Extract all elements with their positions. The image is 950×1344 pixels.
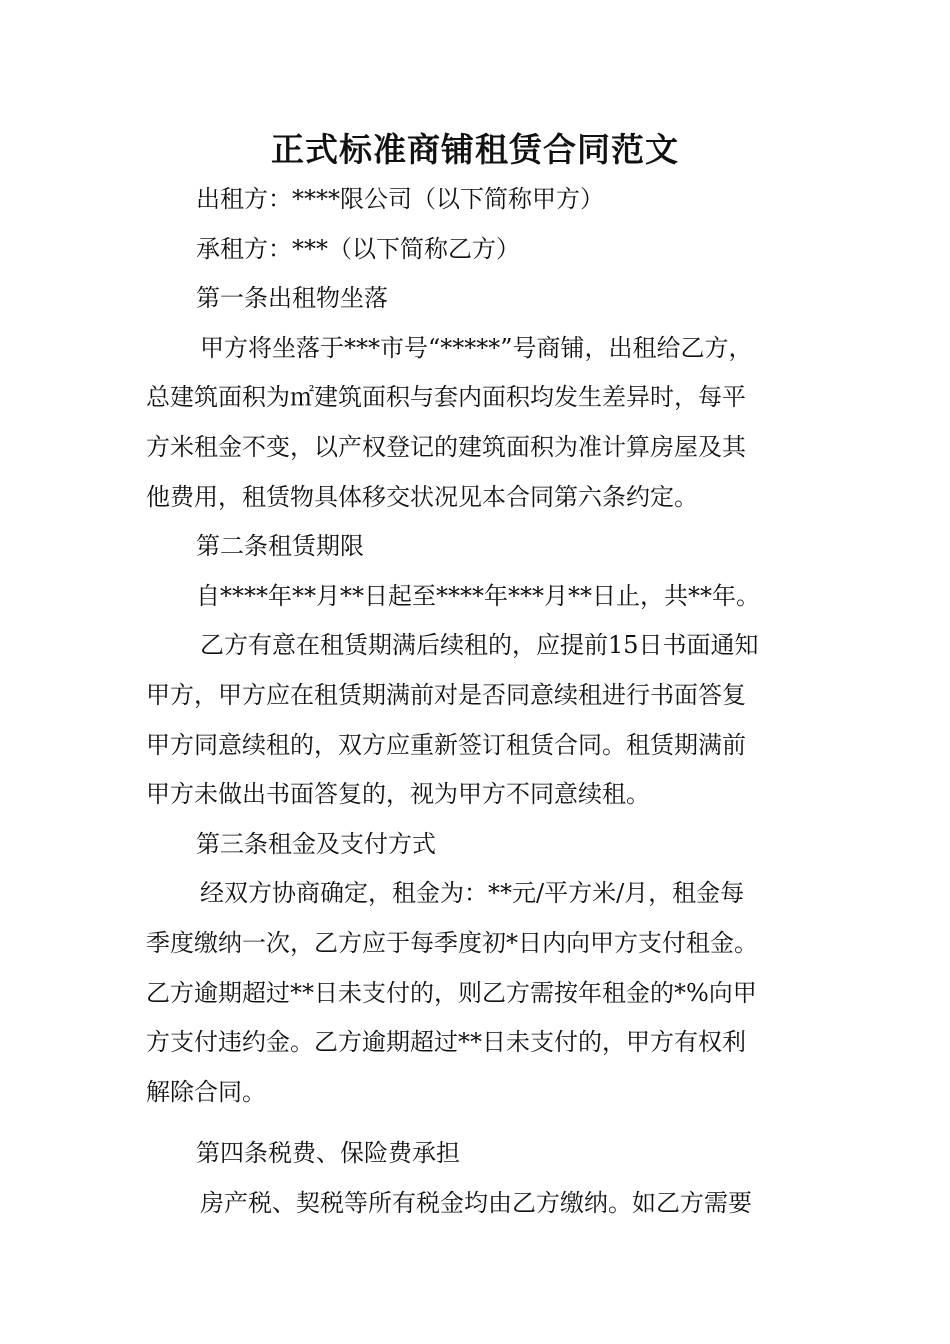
article-1-text-line: 总建筑面积为㎡建筑面积与套内面积均发生差异时，每平 — [146, 383, 746, 412]
paragraph-spacer — [146, 1117, 806, 1129]
article-4-text-line: 房产税、契税等所有税金均由乙方缴纳。如乙方需要 — [200, 1188, 752, 1217]
article-4-heading: 第四条税费、保险费承担 — [196, 1139, 460, 1168]
article-2-text-line: 甲方同意续租的，双方应重新签订租赁合同。租赁期满前 — [146, 730, 746, 759]
document-body — [146, 175, 806, 1228]
article-1-text-line: 方米租金不变，以产权登记的建筑面积为准计算房屋及其 — [146, 432, 746, 461]
article-1-text-line: 他费用，租赁物具体移交状况见本合同第六条约定。 — [146, 482, 698, 511]
article-2-text-line: 乙方有意在租赁期满后续租的，应提前15日书面通知 — [200, 631, 759, 660]
article-2-text-line: 甲方未做出书面答复的，视为甲方不同意续租。 — [146, 780, 650, 809]
article-3-text-line: 经双方协商确定，租金为：**元/平方米/月，租金每 — [200, 879, 745, 908]
article-3-text-line: 方支付违约金。乙方逾期超过**日未支付的，甲方有权利 — [146, 1028, 746, 1057]
article-2-text-line: 甲方，甲方应在租赁期满前对是否同意续租进行书面答复 — [146, 680, 746, 709]
article-2-term-line: 自****年**月**日起至****年***月**日止，共**年。 — [196, 581, 760, 610]
article-1-heading: 第一条出租物坐落 — [196, 284, 388, 313]
article-2-heading: 第二条租赁期限 — [196, 532, 364, 561]
article-3-heading: 第三条租金及支付方式 — [196, 829, 436, 858]
document-title: 正式标准商铺租赁合同范文 — [271, 130, 679, 169]
lessor-line: 出租方：****限公司（以下简称甲方） — [196, 185, 604, 213]
lessee-line: 承租方：***（以下简称乙方） — [196, 234, 520, 263]
article-3-text-line: 乙方逾期超过**日未支付的，则乙方需按年租金的*%向甲 — [146, 978, 757, 1007]
article-3-text-line: 季度缴纳一次，乙方应于每季度初*日内向甲方支付租金。 — [146, 928, 758, 957]
article-3-text-line: 解除合同。 — [146, 1077, 266, 1106]
article-1-text-line: 甲方将坐落于***市号“*****”号商铺，出租给乙方， — [200, 333, 753, 362]
